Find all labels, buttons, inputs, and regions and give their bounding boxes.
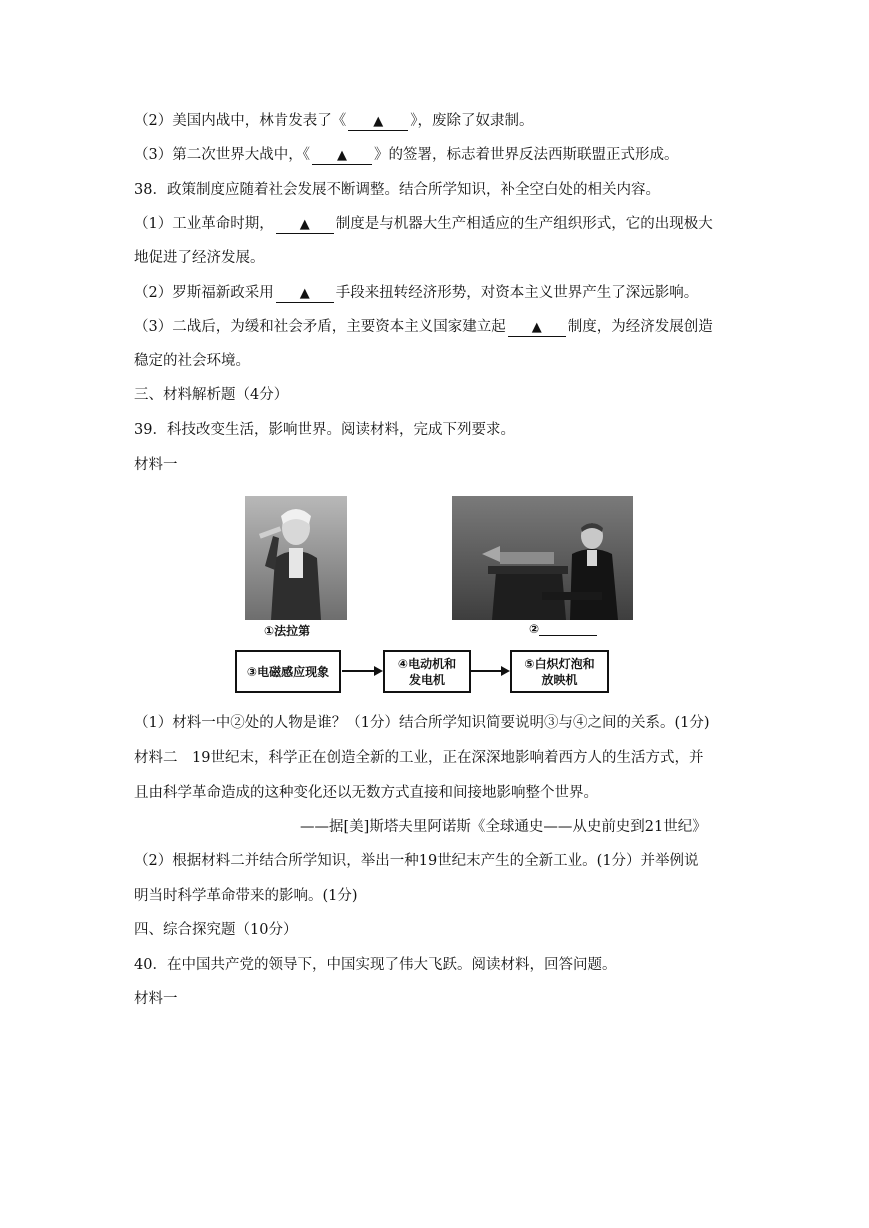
question-text: （3）二战后，为缓和社会矛盾，主要资本主义国家建立起 xyxy=(134,319,506,335)
text-line xyxy=(134,111,533,131)
question-text: 手段来扭转经济形势，对资本主义世界产生了深远影响。 xyxy=(335,285,699,301)
section-heading: 四、综合探究题（10分） xyxy=(134,922,298,938)
material-2-text: 且由科学革命造成的这种变化还以无数方式直接和间接地影响整个世界。 xyxy=(134,785,598,801)
question-text: 制度，为经济发展创造 xyxy=(567,319,713,335)
edison-image xyxy=(452,496,633,620)
text-line xyxy=(134,145,678,165)
question-text: 》，废除了奴隶制。 xyxy=(410,113,534,129)
question-text: （1）工业革命时期， xyxy=(134,216,274,232)
answer-blank[interactable]: ▲ xyxy=(276,285,334,303)
question-40: 40．在中国共产党的领导下，中国实现了伟大飞跃。阅读材料，回答问题。 xyxy=(134,957,617,973)
answer-blank[interactable]: ▲ xyxy=(276,216,334,234)
material-2-source: ——据[美]斯塔夫里阿诺斯《全球通史——从史前史到21世纪》 xyxy=(300,819,707,835)
edison-photo xyxy=(452,496,633,620)
question-text: 稳定的社会环境。 xyxy=(134,353,250,369)
text-line xyxy=(134,283,698,303)
question-39: 39．科技改变生活，影响世界。阅读材料，完成下列要求。 xyxy=(134,422,515,438)
question-38: 38．政策制度应随着社会发展不断调整。结合所学知识，补全空白处的相关内容。 xyxy=(134,182,660,198)
text-line xyxy=(134,317,713,337)
question-text: （2）美国内战中，林肯发表了《 xyxy=(134,113,347,129)
material-label: 材料一 xyxy=(134,457,178,473)
question-text: 》的签署，标志着世界反法西斯联盟正式形成。 xyxy=(373,147,679,163)
question-39-2: （2）根据材料二并结合所学知识，举出一种19世纪末产生的全新工业。(1分）并举例说 xyxy=(134,853,699,869)
box-electromagnetic-induction: ③电磁感应现象 xyxy=(235,650,341,693)
answer-blank[interactable]: ▲ xyxy=(508,319,566,337)
box-lightbulb-projector: ⑤白炽灯泡和 放映机 xyxy=(510,650,609,693)
question-text: （3）第二次世界大战中，《 xyxy=(134,147,310,163)
question-text: 制度是与机器大生产相适应的生产组织形式，它的出现极大 xyxy=(335,216,713,232)
arrow-right-icon xyxy=(342,665,384,677)
portrait-image xyxy=(245,496,347,620)
arrow-right-icon xyxy=(471,665,511,677)
box-motor-generator: ④电动机和 发电机 xyxy=(383,650,471,693)
section-heading: 三、材料解析题（4分） xyxy=(134,387,289,403)
caption-blank: ② xyxy=(529,622,597,636)
question-39-2: 明当时科学革命带来的影响。(1分) xyxy=(134,888,358,904)
question-text: 地促进了经济发展。 xyxy=(134,250,265,266)
caption-faraday: ①法拉第 xyxy=(264,624,311,638)
material-label: 材料一 xyxy=(134,991,178,1007)
question-text: （2）罗斯福新政采用 xyxy=(134,285,274,301)
text-line xyxy=(134,214,713,234)
answer-blank[interactable]: ▲ xyxy=(312,147,372,165)
caption-answer-blank[interactable] xyxy=(539,623,597,636)
answer-blank[interactable]: ▲ xyxy=(348,113,408,131)
question-39-1: （1）材料一中②处的人物是谁？（1分）结合所学知识简要说明③与④之间的关系。(1分) xyxy=(134,715,710,731)
material-2-text: 材料二 19世纪末，科学正在创造全新的工业，正在深深地影响着西方人的生活方式，并 xyxy=(134,750,704,766)
faraday-portrait xyxy=(245,496,347,620)
